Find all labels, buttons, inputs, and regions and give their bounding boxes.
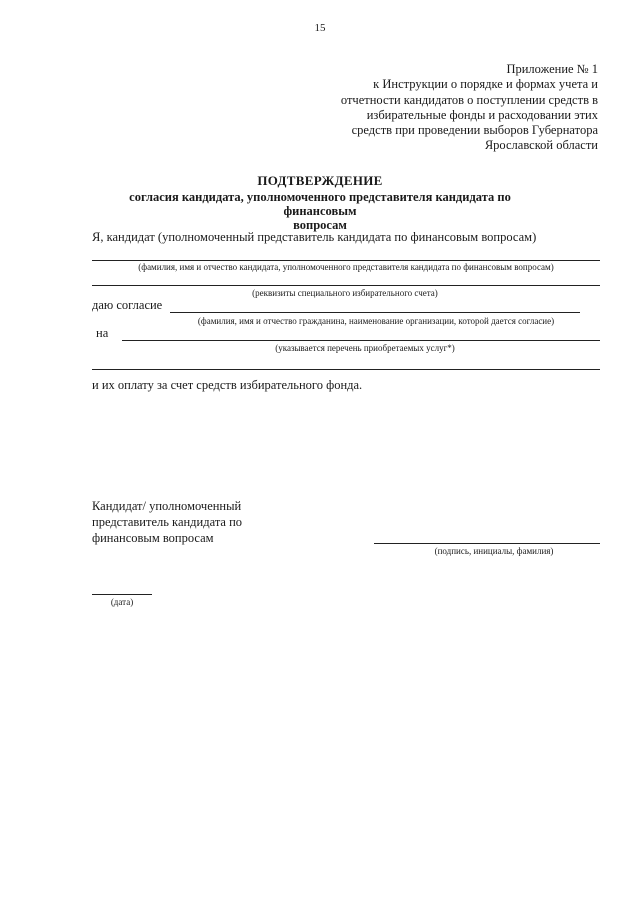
page-number: 15 — [314, 22, 326, 34]
signature-field-line[interactable] — [374, 543, 600, 544]
document-title: ПОДТВЕРЖДЕНИЕ — [257, 173, 383, 188]
subtitle-line: вопросам — [293, 218, 347, 232]
account-hint: (реквизиты специального избирательного счета) — [252, 288, 438, 298]
appendix-line: к Инструкции о порядке и формах учета и — [373, 77, 598, 92]
signatory-label — [92, 498, 242, 546]
organization-hint: (фамилия, имя и отчество гражданина, наименование организации, которой дается согласие) — [197, 316, 555, 326]
services-field-line[interactable] — [122, 340, 600, 341]
appendix-line: средств при проведении выборов Губернатора — [351, 123, 598, 138]
appendix-header — [320, 62, 598, 154]
date-hint: (дата) — [110, 597, 134, 607]
document-subtitle — [100, 190, 540, 232]
on-label: на — [96, 326, 109, 340]
name-hint: (фамилия, имя и отчество кандидата, уполномоченного представителя кандидата по финансовым вопросам) — [138, 262, 554, 272]
signatory-line: финансовым вопросам — [92, 531, 214, 545]
subtitle-line: согласия кандидата, уполномоченного представителя кандидата по финансовым — [129, 190, 511, 218]
organization-field-line[interactable] — [170, 312, 580, 313]
intro-text: Я, кандидат (уполномоченный представитель кандидата по финансовым вопросам) — [92, 230, 537, 244]
consent-label: даю согласие — [92, 298, 163, 312]
appendix-line: отчетности кандидатов о поступлении средств в — [340, 92, 598, 107]
date-field-line[interactable] — [92, 594, 152, 595]
appendix-line: избирательные фонды и расходовании этих — [366, 107, 598, 122]
appendix-line: Приложение № 1 — [506, 62, 598, 76]
signature-hint: (подпись, инициалы, фамилия) — [434, 546, 554, 556]
appendix-line: Ярославской области — [484, 138, 598, 153]
account-field-line[interactable] — [92, 285, 600, 286]
services-extra-line[interactable] — [92, 369, 600, 370]
services-hint: (указывается перечень приобретаемых услуг*) — [275, 343, 455, 353]
name-field-line[interactable] — [92, 260, 600, 261]
signatory-line: представитель кандидата по — [92, 515, 243, 529]
payment-text: и их оплату за счет средств избирательного фонда. — [92, 378, 363, 392]
signatory-line: Кандидат/ уполномоченный — [92, 499, 242, 513]
